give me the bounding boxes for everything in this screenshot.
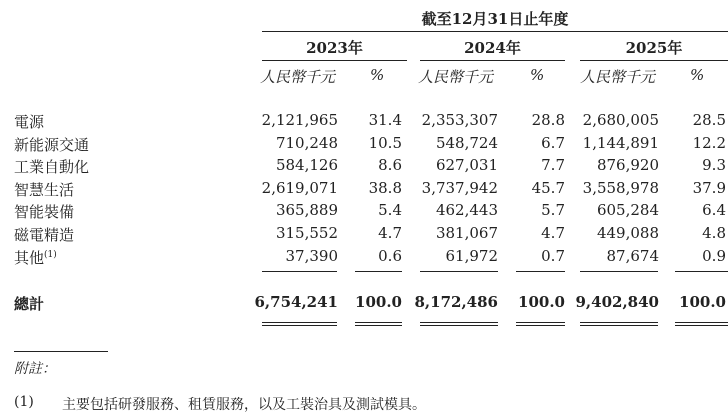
currency-label-2023: 人民幣千元 <box>260 68 336 86</box>
cell-2024-pct: 28.8 <box>531 111 565 129</box>
row-label <box>14 201 74 222</box>
subtotal-line-2024-pct <box>516 271 565 272</box>
cell-2025-pct: 0.9 <box>702 247 726 265</box>
cell-2024-pct: 7.7 <box>541 156 565 174</box>
cell-2025-pct: 4.8 <box>702 224 726 242</box>
cell-2025-amount: 876,920 <box>596 156 659 174</box>
year-header-2024: 2024年 <box>464 39 521 57</box>
cell-2024-amount: 462,443 <box>435 201 498 219</box>
cell-2025-amount: 449,088 <box>596 224 659 242</box>
cell-2024-amount: 548,724 <box>435 134 498 152</box>
cell-2024-pct: 6.7 <box>541 134 565 152</box>
period-title: 截至12月31日止年度 <box>421 10 569 28</box>
cell-2025-amount: 605,284 <box>596 201 659 219</box>
cell-2024-pct: 45.7 <box>531 179 565 197</box>
total-double-line-2023-amount <box>262 322 337 326</box>
cell-2023-amount: 710,248 <box>275 134 338 152</box>
cell-2023-amount: 37,390 <box>285 247 338 265</box>
cell-2023-pct: 38.8 <box>368 179 402 197</box>
row-label <box>14 134 89 155</box>
row-label <box>14 224 74 245</box>
cell-2023-pct: 5.4 <box>378 201 402 219</box>
subtotal-line-2025-amount <box>580 271 658 272</box>
year-underline-2023 <box>262 60 407 61</box>
footnote-marker: (1) <box>14 394 34 410</box>
total-double-line-2024-pct <box>516 322 565 326</box>
subtotal-line-2024-amount <box>420 271 498 272</box>
footnote-heading: 附註： <box>14 361 56 377</box>
cell-2023-amount: 315,552 <box>275 224 338 242</box>
total-2023-pct: 100.0 <box>355 293 402 311</box>
period-underline <box>262 31 728 32</box>
cell-2025-amount: 3,558,978 <box>582 179 659 197</box>
percent-label-2025: % <box>690 66 705 84</box>
cell-2025-pct: 28.5 <box>692 111 726 129</box>
row-footnote-ref: (1) <box>44 250 57 260</box>
total-2025-amount: 9,402,840 <box>575 293 659 311</box>
year-underline-2024 <box>420 60 565 61</box>
row-label-text: 工業自動化 <box>14 158 90 176</box>
year-header-2025: 2025年 <box>625 39 683 57</box>
total-2025-pct: 100.0 <box>679 293 726 311</box>
row-label <box>14 111 44 132</box>
row-label <box>14 156 89 177</box>
cell-2023-pct: 8.6 <box>378 156 402 174</box>
cell-2024-amount: 381,067 <box>435 224 498 242</box>
total-2023-amount: 6,754,241 <box>254 293 338 311</box>
currency-label-2025: 人民幣千元 <box>580 68 656 86</box>
subtotal-line-2023-pct <box>355 271 402 272</box>
currency-label-2024: 人民幣千元 <box>418 68 494 86</box>
cell-2023-pct: 4.7 <box>378 224 402 242</box>
cell-2024-amount: 61,972 <box>445 247 498 265</box>
percent-label-2024: % <box>530 66 545 84</box>
cell-2025-amount: 87,674 <box>606 247 659 265</box>
cell-2024-pct: 5.7 <box>541 201 565 219</box>
footnote-separator <box>14 351 108 352</box>
subtotal-line-2025-pct <box>675 271 728 272</box>
total-double-line-2025-amount <box>580 322 658 326</box>
cell-2024-pct: 0.7 <box>541 247 565 265</box>
cell-2023-pct: 10.5 <box>368 134 402 152</box>
cell-2023-amount: 2,619,071 <box>261 179 338 197</box>
row-label-text: 電源 <box>14 113 45 131</box>
cell-2024-amount: 2,353,307 <box>421 111 498 129</box>
cell-2025-pct: 9.3 <box>702 156 726 174</box>
year-header-2023: 2023年 <box>306 39 363 57</box>
cell-2023-pct: 31.4 <box>368 111 402 129</box>
row-label-text: 磁電精造 <box>14 226 75 244</box>
row-label-text: 智能裝備 <box>14 203 75 221</box>
row-label <box>14 247 57 268</box>
footnote-text: 主要包括研發服務、租賃服務，以及工裝治具及測試模具。 <box>62 397 426 413</box>
percent-label-2023: % <box>370 66 385 84</box>
cell-2023-pct: 0.6 <box>378 247 402 265</box>
cell-2024-amount: 3,737,942 <box>421 179 498 197</box>
year-underline-2025 <box>580 60 728 61</box>
cell-2025-pct: 6.4 <box>702 201 726 219</box>
cell-2023-amount: 365,889 <box>275 201 338 219</box>
row-label-text: 新能源交通 <box>14 136 90 154</box>
total-2024-amount: 8,172,486 <box>414 293 498 311</box>
cell-2024-pct: 4.7 <box>541 224 565 242</box>
cell-2025-amount: 1,144,891 <box>582 134 659 152</box>
total-double-line-2023-pct <box>355 322 402 326</box>
total-label: 總計 <box>14 295 45 313</box>
row-label-text: 其他 <box>14 249 45 267</box>
subtotal-line-2023-amount <box>262 271 337 272</box>
cell-2023-amount: 584,126 <box>275 156 338 174</box>
total-2024-pct: 100.0 <box>518 293 565 311</box>
total-double-line-2024-amount <box>420 322 498 326</box>
cell-2023-amount: 2,121,965 <box>261 111 338 129</box>
cell-2025-pct: 37.9 <box>692 179 726 197</box>
cell-2025-pct: 12.2 <box>692 134 726 152</box>
row-label <box>14 179 74 200</box>
cell-2024-amount: 627,031 <box>435 156 498 174</box>
total-double-line-2025-pct <box>675 322 728 326</box>
row-label-text: 智慧生活 <box>14 181 75 199</box>
cell-2025-amount: 2,680,005 <box>582 111 659 129</box>
